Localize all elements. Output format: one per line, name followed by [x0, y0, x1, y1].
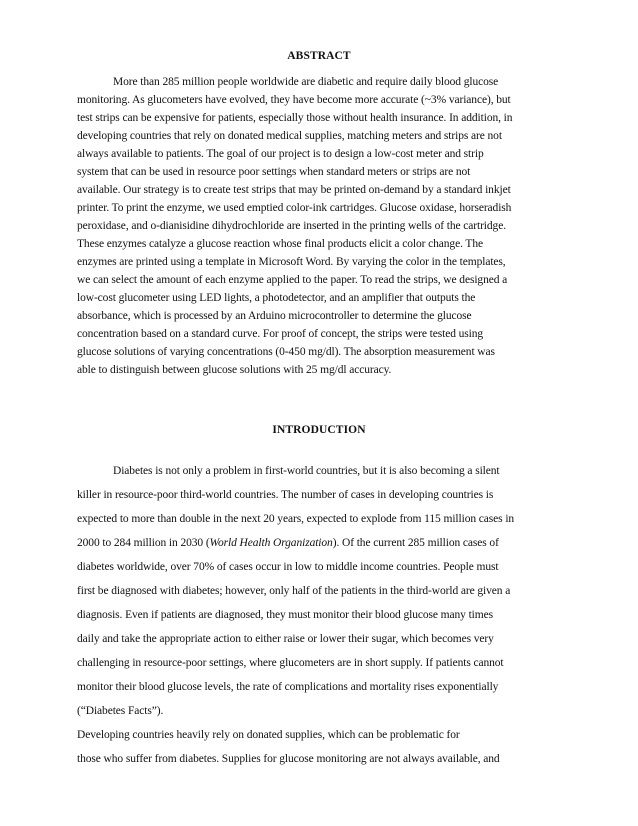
introduction-line: (“Diabetes Facts”).	[77, 705, 164, 717]
abstract-line: able to distinguish between glucose solutions with 25 mg/dl accuracy.	[77, 364, 392, 376]
introduction-line: monitor their blood glucose levels, the rate of complications and mortality rises exponentially	[77, 681, 499, 693]
introduction-line: Developing countries heavily rely on donated supplies, which can be problematic for	[77, 729, 460, 741]
citation-source: World Health Organization	[209, 537, 333, 549]
abstract-line: glucose solutions of varying concentrations (0-450 mg/dl). The absorption measurement was	[77, 346, 495, 358]
introduction-line: those who suffer from diabetes. Supplies for glucose monitoring are not always available, and	[77, 753, 500, 765]
abstract-heading: ABSTRACT	[287, 50, 351, 62]
introduction-line: diagnosis. Even if patients are diagnosed, they must monitor their blood glucose many times	[77, 609, 494, 621]
abstract-line: More than 285 million people worldwide are diabetic and require daily blood glucose	[113, 76, 499, 88]
abstract-line: monitoring. As glucometers have evolved, they have become more accurate (~3% variance), but	[77, 94, 511, 106]
abstract-line: low-cost glucometer using LED lights, a photodetector, and an amplifier that outputs the	[77, 292, 476, 304]
introduction-line: first be diagnosed with diabetes; however, only half of the patients in the third-world are given a	[77, 585, 511, 597]
abstract-line: we can select the amount of each enzyme applied to the paper. To read the strips, we designed a	[77, 274, 508, 286]
introduction-line	[77, 537, 499, 549]
abstract-line: always available to patients. The goal of our project is to design a low-cost meter and strip	[77, 148, 484, 160]
citation-suffix: ). Of the current 285 million cases of	[332, 537, 499, 549]
abstract-line: printer. To print the enzyme, we used emptied color-ink cartridges. Glucose oxidase, horseradish	[77, 202, 512, 214]
abstract-line: test strips can be expensive for patients, especially those without health insurance. In addition, in	[77, 112, 513, 124]
introduction-line: Diabetes is not only a problem in first-world countries, but it is also becoming a silent	[113, 465, 500, 477]
introduction-heading: INTRODUCTION	[272, 424, 366, 436]
abstract-line: peroxidase, and o-dianisidine dihydrochloride are inserted in the printing wells of the cartridge.	[77, 220, 506, 232]
abstract-line: developing countries that rely on donated medical supplies, matching meters and strips are not	[77, 130, 502, 142]
introduction-line: challenging in resource-poor settings, where glucometers are in short supply. If patients cannot	[77, 657, 504, 669]
abstract-line: These enzymes catalyze a glucose reaction whose final products elicit a color change. The	[77, 238, 483, 250]
introduction-line: expected to more than double in the next 20 years, expected to explode from 115 million cases in	[77, 513, 515, 525]
abstract-line: concentration based on a standard curve. For proof of concept, the strips were tested using	[77, 328, 484, 340]
introduction-line: diabetes worldwide, over 70% of cases occur in low to middle income countries. People must	[77, 561, 499, 573]
abstract-line: available. Our strategy is to create test strips that may be printed on-demand by a standard inkjet	[77, 184, 511, 196]
abstract-line: absorbance, which is processed by an Arduino microcontroller to determine the glucose	[77, 310, 472, 322]
abstract-line: system that can be used in resource poor settings when standard meters or strips are not	[77, 166, 471, 178]
citation-prefix: 2000 to 284 million in 2030 (	[77, 537, 210, 549]
abstract-line: enzymes are printed using a template in Microsoft Word. By varying the color in the templates,	[77, 256, 506, 268]
introduction-line: daily and take the appropriate action to either raise or lower their sugar, which becomes very	[77, 633, 494, 645]
introduction-line: killer in resource-poor third-world countries. The number of cases in developing countries is	[77, 489, 494, 501]
